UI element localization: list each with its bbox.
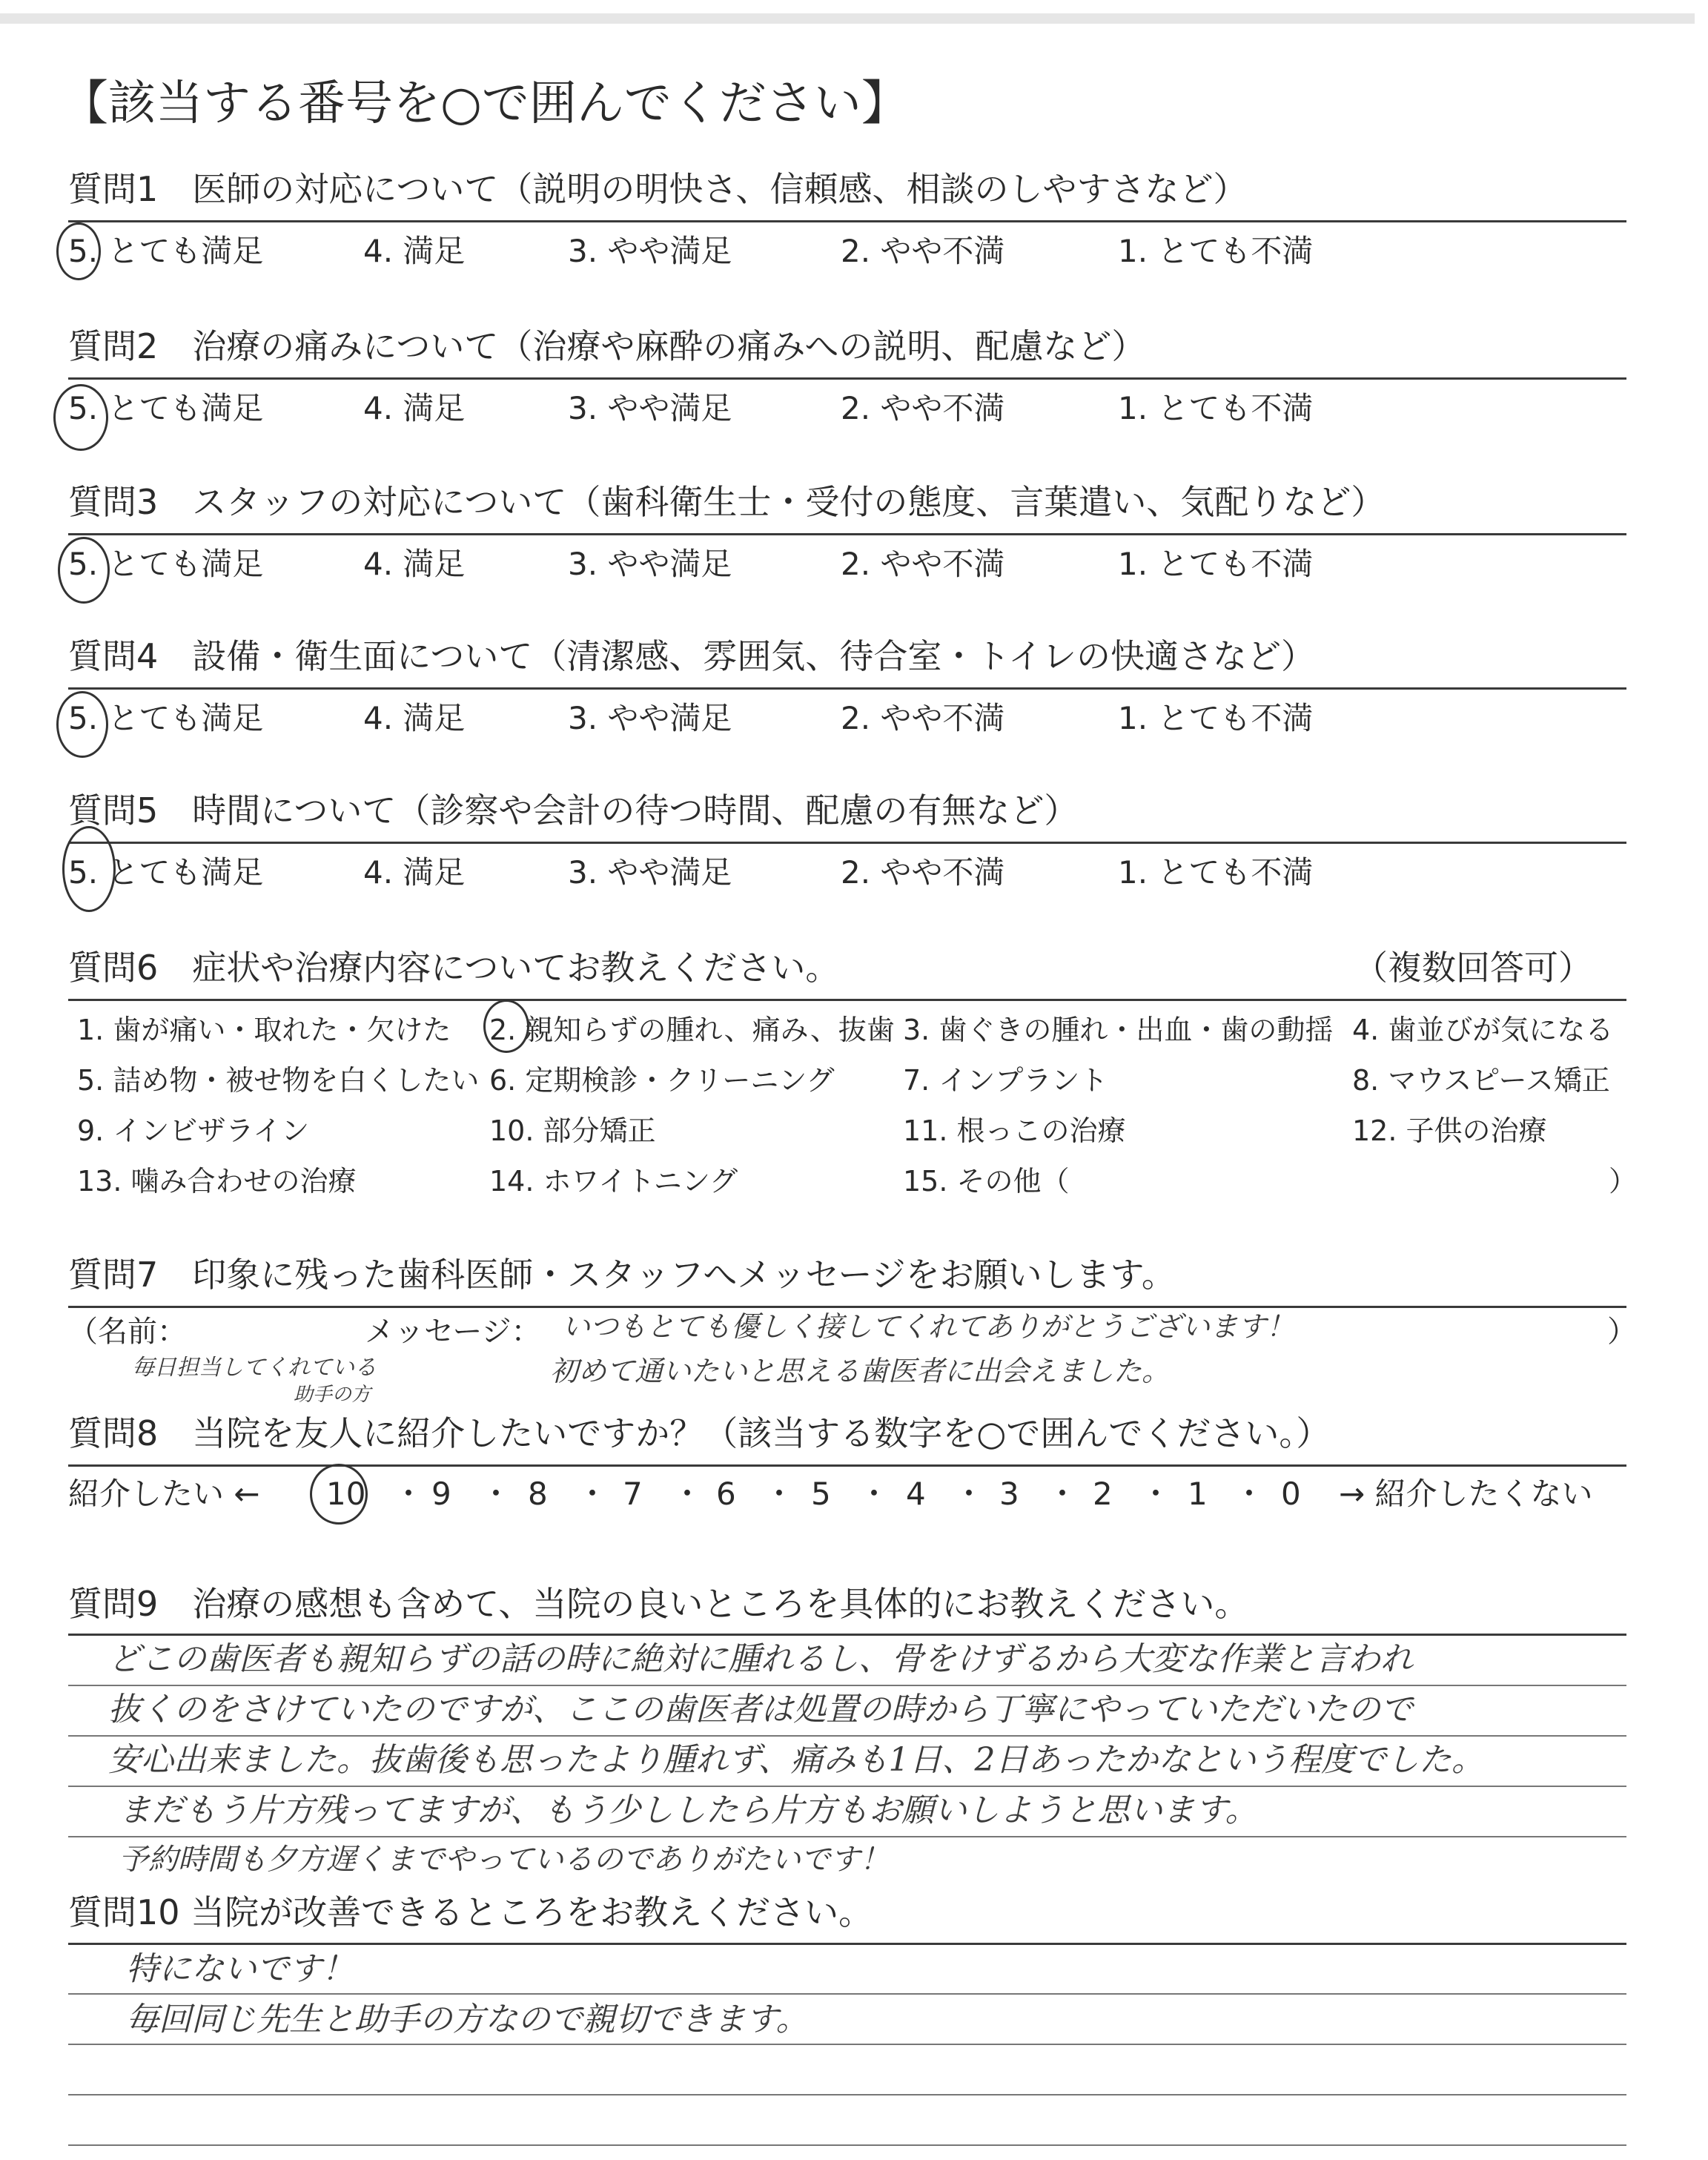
q2-option-1[interactable]: 1. とても不満	[1118, 390, 1314, 426]
q7-underline	[68, 1306, 1626, 1308]
q9-writing-line	[68, 1836, 1626, 1837]
q8-dot: ・	[480, 1476, 512, 1512]
q6-option-15[interactable]: 15. その他（	[903, 1165, 1070, 1198]
q8-number-9[interactable]: 9	[431, 1476, 451, 1512]
q6-option-7[interactable]: 7. インプラント	[903, 1064, 1108, 1097]
q5-heading: 質問5 時間について（診察や会計の待つ時間、配慮の有無など）	[68, 790, 1079, 830]
q10-writing-line	[68, 2094, 1626, 2095]
q5-option-3[interactable]: 3. やや満足	[568, 854, 732, 891]
q8-answer-circle	[310, 1464, 368, 1525]
q9-answer-line-2: 抜くのをさけていたのですが、ここの歯医者は処置の時から丁寧にやっていただいたので	[108, 1691, 1413, 1728]
q8-number-1[interactable]: 1	[1188, 1476, 1208, 1512]
q4-option-1[interactable]: 1. とても不満	[1118, 700, 1314, 736]
q3-heading: 質問3 スタッフの対応について（歯科衛生士・受付の態度、言葉遣い、気配りなど）	[68, 482, 1386, 522]
q3-option-2[interactable]: 2. やや不満	[841, 546, 1005, 582]
q4-option-3[interactable]: 3. やや満足	[568, 700, 732, 736]
q5-option-5[interactable]: 5. とても満足	[68, 854, 264, 891]
q3-option-1[interactable]: 1. とても不満	[1118, 546, 1314, 582]
q10-answer-line-1: 特にないです！	[126, 1950, 354, 1988]
q1-option-3[interactable]: 3. やや満足	[568, 233, 732, 269]
q7-name-label: （名前：	[68, 1315, 187, 1349]
q1-option-5[interactable]: 5. とても満足	[68, 233, 264, 269]
q4-option-5[interactable]: 5. とても満足	[68, 700, 264, 736]
q7-message-handwritten-2: 初めて通いたいと思える歯医者に出会えました。	[550, 1355, 1171, 1387]
q9-underline	[68, 1634, 1626, 1636]
q7-message-handwritten-1: いつもとても優しく接してくれてありがとうございます！	[562, 1310, 1295, 1343]
q2-option-4[interactable]: 4. 満足	[363, 390, 466, 426]
q4-option-2[interactable]: 2. やや不満	[841, 700, 1005, 736]
q8-dot: ・	[1047, 1476, 1079, 1512]
q6-option-5[interactable]: 5. 詰め物・被せ物を白くしたい	[77, 1064, 480, 1097]
q8-dot: ・	[393, 1476, 425, 1512]
q6-option-3[interactable]: 3. 歯ぐきの腫れ・出血・歯の動揺	[903, 1014, 1334, 1046]
q2-option-3[interactable]: 3. やや満足	[568, 390, 732, 426]
q3-option-5[interactable]: 5. とても満足	[68, 546, 264, 582]
q9-heading: 質問9 治療の感想も含めて、当院の良いところを具体的にお教えください。	[68, 1584, 1249, 1624]
q10-underline	[68, 1943, 1626, 1945]
q8-number-2[interactable]: 2	[1093, 1476, 1113, 1512]
q8-number-4[interactable]: 4	[906, 1476, 926, 1512]
q9-answer-line-4: まだもう片方残ってますが、もう少ししたら片方もお願いしようと思います。	[119, 1791, 1258, 1829]
q6-multiple-note: （複数回答可）	[1354, 948, 1592, 988]
q7-message-label: メッセージ：	[365, 1315, 541, 1349]
q2-underline	[68, 377, 1626, 380]
q9-writing-line	[68, 1786, 1626, 1787]
q8-number-7[interactable]: 7	[623, 1476, 643, 1512]
q6-option-11[interactable]: 11. 根っこの治療	[903, 1114, 1126, 1147]
q6-option-9[interactable]: 9. インビザライン	[77, 1114, 310, 1147]
q8-number-3[interactable]: 3	[999, 1476, 1019, 1512]
q8-dot: ・	[672, 1476, 704, 1512]
q8-underline	[68, 1464, 1626, 1467]
q8-number-6[interactable]: 6	[716, 1476, 736, 1512]
q3-answer-circle	[58, 537, 110, 604]
q6-option-2[interactable]: 2. 親知らずの腫れ、痛み、抜歯	[489, 1014, 895, 1046]
q6-option-15-close: ）	[1609, 1165, 1638, 1198]
q10-answer-line-2: 毎回同じ先生と助手の方なので親切できます。	[126, 2001, 809, 2038]
q10-writing-line	[68, 2144, 1626, 2146]
q6-option-6[interactable]: 6. 定期検診・クリーニング	[489, 1064, 835, 1097]
q1-option-1[interactable]: 1. とても不満	[1118, 233, 1314, 269]
q1-heading: 質問1 医師の対応について（説明の明快さ、信頼感、相談のしやすさなど）	[68, 169, 1248, 209]
q1-answer-circle	[56, 222, 101, 280]
q6-option-12[interactable]: 12. 子供の治療	[1352, 1114, 1547, 1147]
q7-name-handwritten-1: 毎日担当してくれている	[132, 1355, 377, 1381]
q5-underline	[68, 842, 1626, 844]
q4-option-4[interactable]: 4. 満足	[363, 700, 466, 736]
q6-option-4[interactable]: 4. 歯並びが気になる	[1352, 1014, 1614, 1046]
q10-writing-line	[68, 2044, 1626, 2045]
q6-option-10[interactable]: 10. 部分矯正	[489, 1114, 656, 1147]
q8-dot: ・	[764, 1476, 795, 1512]
q6-answer-circle	[483, 1000, 529, 1053]
q6-option-1[interactable]: 1. 歯が痛い・取れた・欠けた	[77, 1014, 451, 1046]
q8-dot: ・	[1140, 1476, 1172, 1512]
q8-dot: ・	[577, 1476, 609, 1512]
q4-underline	[68, 687, 1626, 690]
q9-answer-line-3: 安心出来ました。抜歯後も思ったより腫れず、痛みも1日、2日あったかなという程度でした。	[108, 1741, 1485, 1779]
q8-number-8[interactable]: 8	[528, 1476, 548, 1512]
q8-dot: ・	[1234, 1476, 1265, 1512]
q5-answer-circle	[62, 826, 116, 912]
q8-dot: ・	[858, 1476, 890, 1512]
q4-heading: 質問4 設備・衛生面について（清潔感、雰囲気、待合室・トイレの快適さなど）	[68, 636, 1316, 676]
scan-top-border	[0, 13, 1695, 24]
q7-heading: 質問7 印象に残った歯科医師・スタッフへメッセージをお願いします。	[68, 1255, 1176, 1295]
q10-heading: 質問10 当院が改善できるところをお教えください。	[68, 1892, 873, 1932]
q1-option-2[interactable]: 2. やや不満	[841, 233, 1005, 269]
q3-option-4[interactable]: 4. 満足	[363, 546, 466, 582]
q9-answer-line-5: 予約時間も夕方遅くまでやっているのでありがたいです！	[119, 1843, 890, 1877]
q10-writing-line	[68, 1993, 1626, 1995]
q3-underline	[68, 533, 1626, 535]
q8-left-label: 紹介したい ←	[68, 1476, 260, 1512]
q1-option-4[interactable]: 4. 満足	[363, 233, 466, 269]
q1-underline	[68, 220, 1626, 222]
q8-number-0[interactable]: 0	[1281, 1476, 1301, 1512]
q6-option-13[interactable]: 13. 噛み合わせの治療	[77, 1165, 357, 1198]
q2-option-5[interactable]: 5. とても満足	[68, 390, 264, 426]
q8-number-5[interactable]: 5	[811, 1476, 831, 1512]
q9-writing-line	[68, 1685, 1626, 1686]
q3-option-3[interactable]: 3. やや満足	[568, 546, 732, 582]
q6-option-14[interactable]: 14. ホワイトニング	[489, 1165, 738, 1198]
q9-writing-line	[68, 1735, 1626, 1737]
q2-option-2[interactable]: 2. やや不満	[841, 390, 1005, 426]
q9-answer-line-1: どこの歯医者も親知らずの話の時に絶対に腫れるし、骨をけずるから大変な作業と言われ	[108, 1640, 1413, 1678]
q8-right-label: → 紹介したくない	[1339, 1476, 1593, 1512]
q5-option-1[interactable]: 1. とても不満	[1118, 854, 1314, 891]
q7-close-paren: ）	[1607, 1315, 1637, 1349]
q8-heading: 質問8 当院を友人に紹介したいですか？（該当する数字を○で囲んでください。）	[68, 1413, 1331, 1453]
q5-option-2[interactable]: 2. やや不満	[841, 854, 1005, 891]
q8-number-10[interactable]: 10	[326, 1476, 366, 1512]
q2-heading: 質問2 治療の痛みについて（治療や麻酔の痛みへの説明、配慮など）	[68, 326, 1146, 366]
page-title: 【該当する番号を○で囲んでください】	[61, 76, 909, 131]
q8-dot: ・	[953, 1476, 985, 1512]
q5-option-4[interactable]: 4. 満足	[363, 854, 466, 891]
q6-option-8[interactable]: 8. マウスピース矯正	[1352, 1064, 1610, 1097]
q4-answer-circle	[56, 691, 108, 758]
q6-heading: 質問6 症状や治療内容についてお教えください。	[68, 948, 840, 988]
q2-answer-circle	[53, 384, 108, 451]
q7-name-handwritten-2: 助手の方	[294, 1384, 371, 1406]
q6-underline	[68, 999, 1626, 1001]
